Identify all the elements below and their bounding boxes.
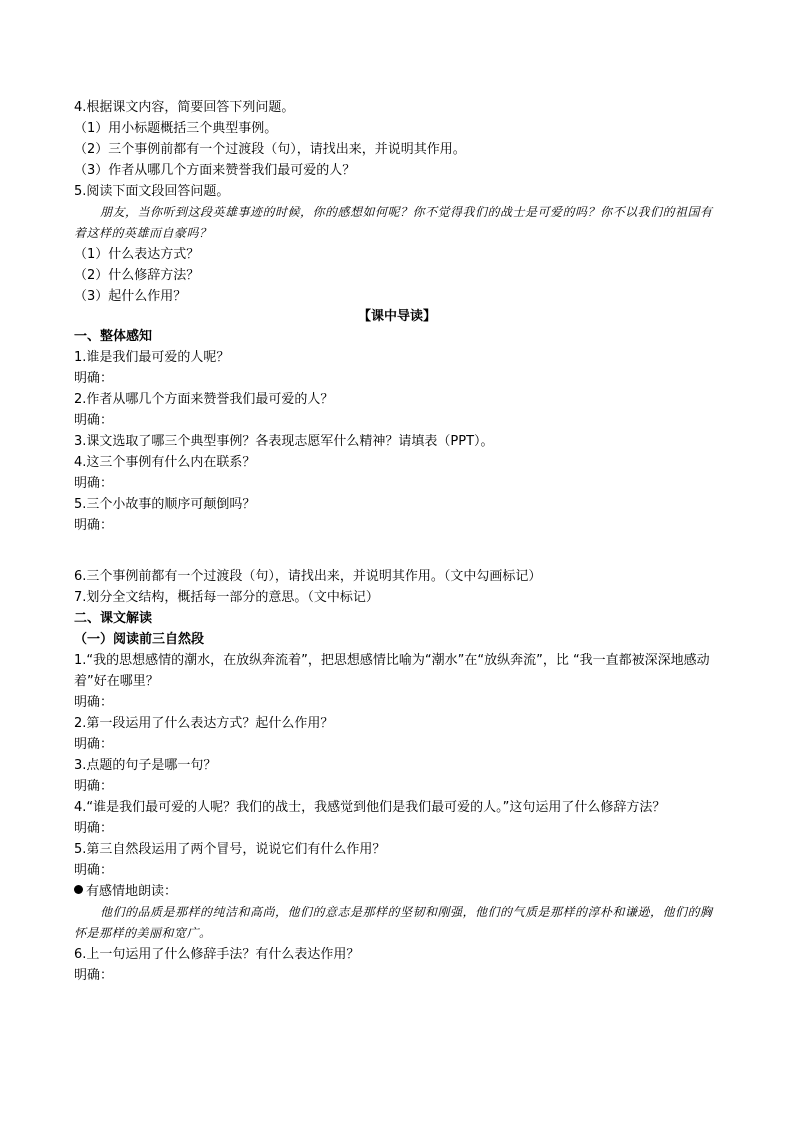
part2-heading: 二、课文解读 bbox=[74, 611, 153, 626]
part1-answer-4: 明确： bbox=[74, 476, 114, 491]
part2-answer-4: 明确： bbox=[74, 821, 114, 836]
part1-answer-1: 明确： bbox=[74, 371, 114, 386]
part2-question-2: 2.第一段运用了什么表达方式？起什么作用？ bbox=[74, 716, 334, 731]
part1-heading: 一、整体感知 bbox=[74, 329, 153, 344]
question-4-1: （1）用小标题概括三个典型事例。 bbox=[74, 121, 278, 136]
part1-question-1: 1.谁是我们最可爱的人呢？ bbox=[74, 350, 230, 365]
question-4-2: （2）三个事例前都有一个过渡段（句），请找出来，并说明其作用。 bbox=[74, 142, 466, 157]
part2-question-3: 3.点题的句子是哪一句？ bbox=[74, 758, 217, 773]
question-5-3: （3）起什么作用？ bbox=[74, 289, 187, 304]
part1-question-7: 7.划分全文结构，概括每一部分的意思。（文中标记） bbox=[74, 590, 379, 605]
question-5-1: （1）什么表达方式？ bbox=[74, 247, 200, 262]
part1-answer-5: 明确： bbox=[74, 518, 114, 533]
part2-answer-6: 明确： bbox=[74, 968, 114, 983]
section-title: 【课中导读】 bbox=[357, 309, 436, 324]
part2-question-4: 4.“谁是我们最可爱的人呢？我们的战士，我感觉到他们是我们最可爱的人。”这句运用了什么修辞方法？ bbox=[74, 800, 666, 815]
question-4-3: （3）作者从哪几个方面来赞誉我们最可爱的人？ bbox=[74, 163, 356, 178]
part2-answer-1: 明确： bbox=[74, 695, 114, 710]
reading-label: 有感情地朗读： bbox=[86, 884, 178, 899]
part1-question-2: 2.作者从哪几个方面来赞誉我们最可爱的人？ bbox=[74, 392, 334, 407]
part2-question-6: 6.上一句运用了什么修辞手法？有什么表达作用？ bbox=[74, 947, 360, 962]
question-4: 4.根据课文内容，简要回答下列问题。 bbox=[74, 100, 295, 115]
part1-question-5: 5.三个小故事的顺序可颠倒吗？ bbox=[74, 497, 256, 512]
question-5-2: （2）什么修辞方法？ bbox=[74, 268, 200, 283]
reading-instruction bbox=[74, 881, 177, 902]
part1-question-4: 4.这三个事例有什么内在联系？ bbox=[74, 455, 256, 470]
part2-question-1: 1.“我的思想感情的潮水，在放纵奔流着”，把思想感情比喻为“潮水”在“放纵奔流”，比 “我一直都被深深地感动着”好在哪里？ bbox=[74, 653, 710, 689]
part2-subheading: （一）阅读前三自然段 bbox=[74, 632, 205, 647]
part2-question-5: 5.第三自然段运用了两个冒号，说说它们有什么作用？ bbox=[74, 842, 386, 857]
part2-answer-5: 明确： bbox=[74, 863, 114, 878]
question-5-passage: 朋友，当你听到这段英雄事迹的时候，你的感想如何呢？你不觉得我们的战士是可爱的吗？你不以我们的祖国有着这样的英雄而自豪吗？ bbox=[74, 205, 713, 240]
reading-passage: 他们的品质是那样的纯洁和高尚，他们的意志是那样的坚韧和刚强，他们的气质是那样的淳朴和谦逊，他们的胸怀是那样的美丽和宽广。 bbox=[74, 905, 713, 940]
part1-answer-2: 明确： bbox=[74, 413, 114, 428]
part2-answer-3: 明确： bbox=[74, 779, 114, 794]
question-5: 5.阅读下面文段回答问题。 bbox=[74, 184, 230, 199]
part2-answer-2: 明确： bbox=[74, 737, 114, 752]
part1-question-3: 3.课文选取了哪三个典型事例？各表现志愿军什么精神？请填表（PPT）。 bbox=[74, 434, 494, 449]
bullet-icon bbox=[74, 885, 83, 894]
part1-question-6: 6.三个事例前都有一个过渡段（句），请找出来，并说明其作用。（文中勾画标记） bbox=[74, 569, 542, 584]
